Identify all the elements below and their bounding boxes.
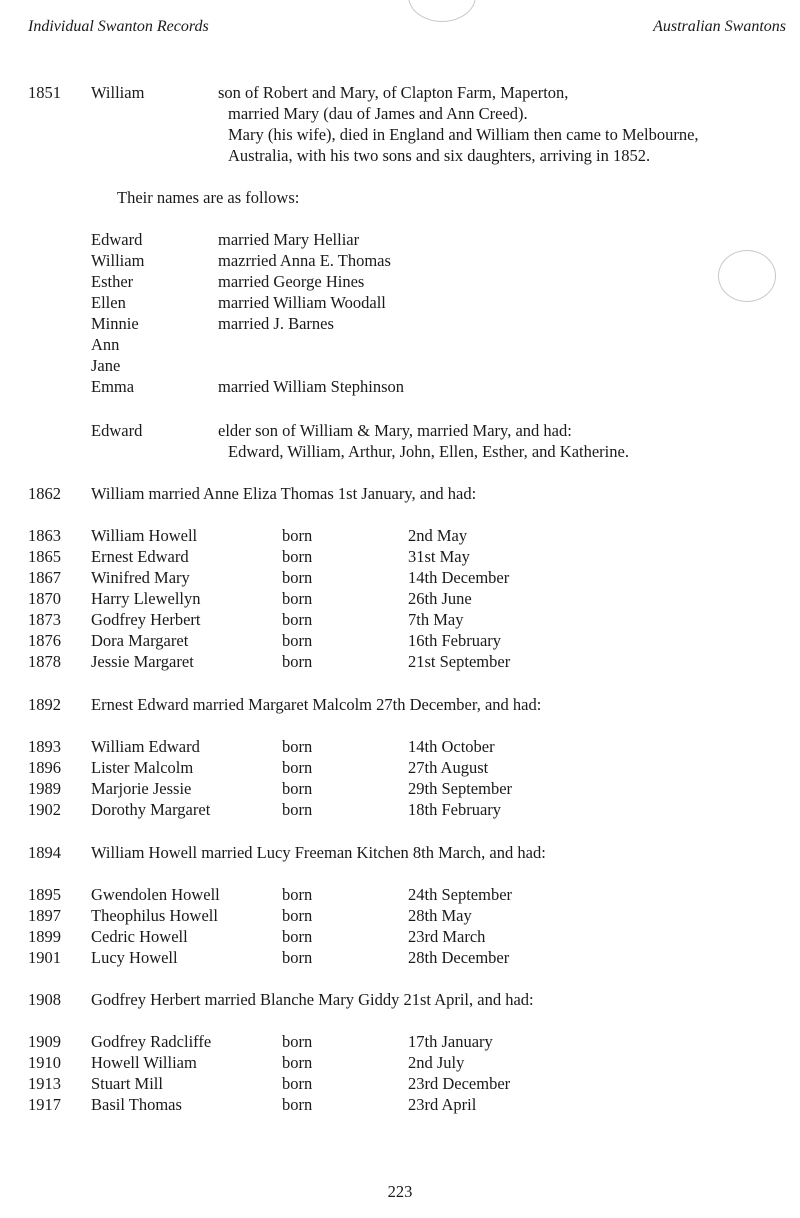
birth-name: Harry Llewellyn (91, 589, 201, 608)
edward-line-2: Edward, William, Arthur, John, Ellen, Esther, and Katherine. (228, 442, 629, 461)
child-name: Emma (91, 377, 135, 396)
birth-label: born (282, 1032, 313, 1051)
birth-name: Jessie Margaret (91, 652, 194, 671)
child-note: married George Hines (218, 272, 365, 291)
birth-label: born (282, 526, 313, 545)
birth-date: 23rd December (408, 1074, 511, 1093)
birth-date: 27th August (408, 758, 489, 777)
birth-label: born (282, 737, 313, 756)
birth-name: Winifred Mary (91, 568, 190, 587)
birth-date: 23rd March (408, 927, 486, 946)
birth-year: 1863 (28, 526, 61, 545)
family-heading: William Howell married Lucy Freeman Kitchen 8th March, and had: (91, 843, 546, 862)
child-name: Minnie (91, 314, 139, 333)
birth-date: 24th September (408, 885, 513, 904)
family-heading: Godfrey Herbert married Blanche Mary Giddy 21st April, and had: (91, 990, 534, 1009)
child-note: married J. Barnes (218, 314, 334, 333)
birth-date: 7th May (408, 610, 464, 629)
scan-smudge-top (408, 0, 476, 22)
birth-date: 29th September (408, 779, 513, 798)
child-name: Ellen (91, 293, 126, 312)
family-heading: Ernest Edward married Margaret Malcolm 27th December, and had: (91, 695, 542, 714)
birth-name: Godfrey Radcliffe (91, 1032, 212, 1051)
birth-label: born (282, 547, 313, 566)
birth-year: 1895 (28, 885, 61, 904)
birth-date: 26th June (408, 589, 472, 608)
birth-year: 1917 (28, 1095, 61, 1114)
birth-year: 1897 (28, 906, 61, 925)
birth-name: Cedric Howell (91, 927, 188, 946)
intro-line-2: married Mary (dau of James and Ann Creed). (228, 104, 528, 123)
birth-date: 2nd July (408, 1053, 465, 1072)
page-header-right: Australian Swantons (653, 18, 786, 35)
birth-name: Basil Thomas (91, 1095, 182, 1114)
birth-name: Howell William (91, 1053, 197, 1072)
child-note: married Mary Helliar (218, 230, 360, 249)
family-year: 1892 (28, 695, 61, 714)
birth-date: 14th December (408, 568, 510, 587)
birth-date: 23rd April (408, 1095, 477, 1114)
birth-year: 1902 (28, 800, 61, 819)
birth-name: William Howell (91, 526, 198, 545)
intro-name: William (91, 83, 145, 102)
edward-name: Edward (91, 421, 143, 440)
birth-date: 14th October (408, 737, 495, 756)
family-year: 1862 (28, 484, 61, 503)
birth-year: 1876 (28, 631, 61, 650)
birth-label: born (282, 610, 313, 629)
birth-name: Theophilus Howell (91, 906, 218, 925)
child-note: married William Woodall (218, 293, 386, 312)
birth-name: William Edward (91, 737, 200, 756)
birth-label: born (282, 631, 313, 650)
child-name: Ann (91, 335, 120, 354)
intro-line-1: son of Robert and Mary, of Clapton Farm, Maperton, (218, 83, 569, 102)
birth-name: Marjorie Jessie (91, 779, 192, 798)
birth-date: 28th May (408, 906, 472, 925)
birth-name: Gwendolen Howell (91, 885, 220, 904)
birth-label: born (282, 906, 313, 925)
birth-name: Ernest Edward (91, 547, 189, 566)
birth-label: born (282, 758, 313, 777)
birth-label: born (282, 927, 313, 946)
birth-name: Godfrey Herbert (91, 610, 201, 629)
page-header-left: Individual Swanton Records (28, 18, 209, 35)
page-number: 223 (387, 1182, 413, 1201)
child-name: Jane (91, 356, 121, 375)
intro-year: 1851 (28, 83, 61, 102)
intro-line-4: Australia, with his two sons and six daughters, arriving in 1852. (228, 146, 651, 165)
birth-label: born (282, 589, 313, 608)
scan-smudge-right (718, 250, 776, 302)
child-name: William (91, 251, 145, 270)
child-note: mazrried Anna E. Thomas (218, 251, 391, 270)
birth-year: 1867 (28, 568, 61, 587)
birth-year: 1909 (28, 1032, 61, 1051)
birth-name: Lister Malcolm (91, 758, 194, 777)
child-name: Edward (91, 230, 143, 249)
family-year: 1894 (28, 843, 61, 862)
names-intro: Their names are as follows: (117, 188, 300, 207)
birth-year: 1901 (28, 948, 61, 967)
edward-line-1: elder son of William & Mary, married Mary, and had: (218, 421, 572, 440)
birth-date: 17th January (408, 1032, 493, 1051)
birth-label: born (282, 885, 313, 904)
birth-date: 21st September (408, 652, 511, 671)
birth-label: born (282, 1095, 313, 1114)
birth-label: born (282, 800, 313, 819)
family-heading: William married Anne Eliza Thomas 1st January, and had: (91, 484, 477, 503)
birth-year: 1865 (28, 547, 61, 566)
birth-year: 1899 (28, 927, 61, 946)
birth-label: born (282, 652, 313, 671)
child-note: married William Stephinson (218, 377, 405, 396)
birth-name: Dora Margaret (91, 631, 189, 650)
birth-date: 16th February (408, 631, 502, 650)
birth-name: Dorothy Margaret (91, 800, 211, 819)
birth-name: Lucy Howell (91, 948, 178, 967)
intro-line-3: Mary (his wife), died in England and William then came to Melbourne, (228, 125, 699, 144)
birth-year: 1870 (28, 589, 61, 608)
birth-date: 28th December (408, 948, 510, 967)
birth-year: 1896 (28, 758, 61, 777)
birth-year: 1878 (28, 652, 61, 671)
birth-date: 31st May (408, 547, 470, 566)
birth-name: Stuart Mill (91, 1074, 163, 1093)
birth-date: 18th February (408, 800, 502, 819)
birth-label: born (282, 568, 313, 587)
birth-year: 1989 (28, 779, 61, 798)
child-name: Esther (91, 272, 134, 291)
birth-year: 1893 (28, 737, 61, 756)
birth-year: 1913 (28, 1074, 61, 1093)
birth-label: born (282, 948, 313, 967)
birth-label: born (282, 779, 313, 798)
birth-label: born (282, 1053, 313, 1072)
birth-year: 1910 (28, 1053, 61, 1072)
birth-label: born (282, 1074, 313, 1093)
birth-date: 2nd May (408, 526, 468, 545)
family-year: 1908 (28, 990, 61, 1009)
birth-year: 1873 (28, 610, 61, 629)
